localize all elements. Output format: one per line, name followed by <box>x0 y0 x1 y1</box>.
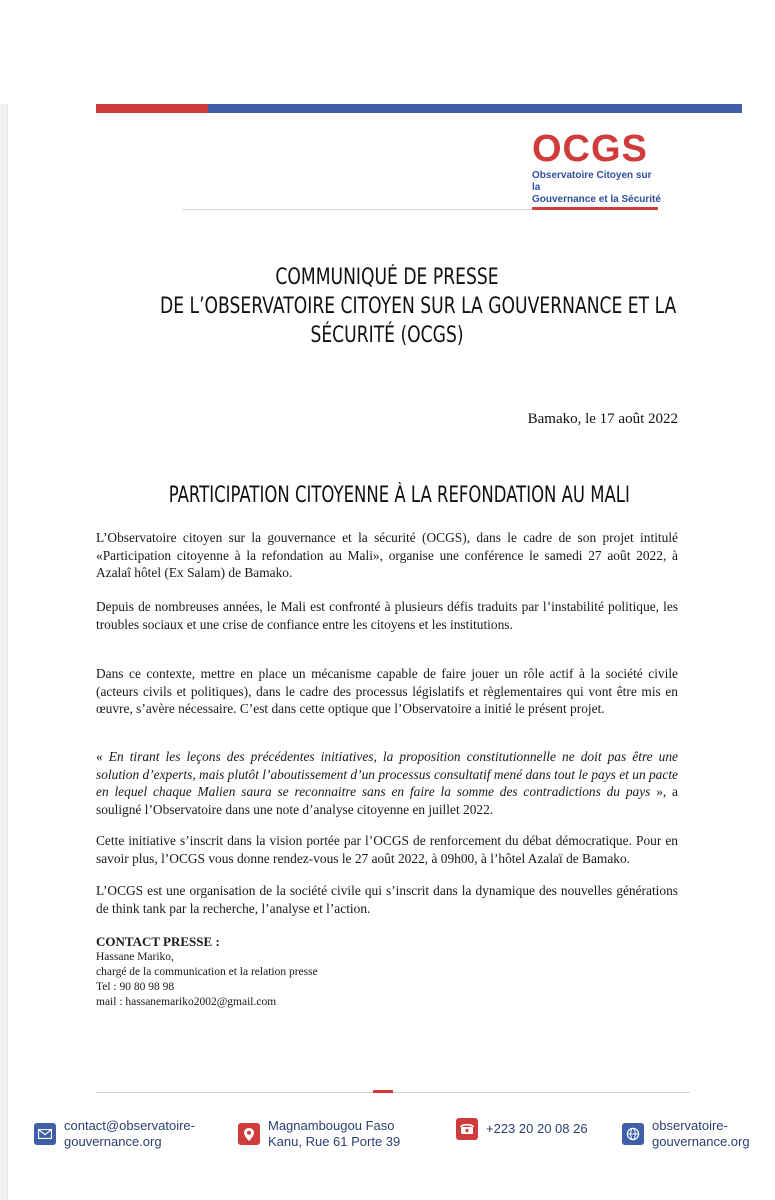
footer-email[interactable] <box>34 1118 195 1150</box>
paragraph-2: Depuis de nombreuses années, le Mali est confronté à plusieurs défis traduits par l’instabilité politique, les troubles sociaux et une crise de confiance entre les citoyens et les institutions. <box>96 599 678 632</box>
press-contact <box>96 933 496 1010</box>
quote-text: En tirant les leçons des précédentes initiatives, la proposition constitutionnelle ne doit pas être une solution d’experts, mais plutôt l’aboutissement d’un processus consultatif mené dans tout le pays et un pacte en lequel chaque Malien saura se reconnaitre sans en faire la somme des contradictions du pays <box>96 749 678 799</box>
top-bar-blue-segment <box>208 104 742 113</box>
paragraph-4-quote <box>96 748 678 818</box>
title-line-3: SÉCURITÉ (OCGS) <box>310 323 464 348</box>
envelope-icon <box>34 1123 56 1145</box>
header-divider <box>182 209 532 210</box>
top-color-bar <box>96 104 742 113</box>
contact-role: chargé de la communication et la relation presse <box>96 966 318 978</box>
footer-email-line2: gouvernance.org <box>64 1134 162 1149</box>
footer-address-line1: Magnambougou Faso <box>268 1118 395 1133</box>
ocgs-logo <box>532 130 662 206</box>
contact-heading: CONTACT PRESSE : <box>96 934 220 949</box>
globe-icon <box>622 1123 644 1145</box>
footer-website-line1: observatoire- <box>652 1118 728 1133</box>
contact-mail: mail : hassanemariko2002@gmail.com <box>96 996 277 1008</box>
footer-website-line2: gouvernance.org <box>652 1134 750 1149</box>
paragraph-6: L’OCGS est une organisation de la société civile qui s’inscrit dans la dynamique des nouvelles générations de think tank par la recherche, l’analyse et l’action. <box>96 883 678 916</box>
footer-phone-number: +223 20 20 08 26 <box>486 1121 588 1136</box>
footer-address <box>238 1118 400 1150</box>
contact-tel: Tel : 90 80 98 98 <box>96 981 175 993</box>
footer-email-line1: contact@observatoire- <box>64 1118 195 1133</box>
footer-divider <box>96 1092 690 1093</box>
footer-divider-mark <box>373 1090 393 1093</box>
logo-wordmark: OCGS <box>532 128 648 170</box>
footer <box>0 1118 775 1168</box>
title-line-1: COMMUNIQUÉ DE PRESSE <box>275 265 499 290</box>
page-edge <box>0 104 8 1200</box>
phone-icon <box>456 1118 478 1140</box>
logo-subtitle-line1: Observatoire Citoyen sur la <box>532 170 652 193</box>
release-subtitle: PARTICIPATION CITOYENNE À LA REFONDATION AU MALI <box>168 483 630 508</box>
footer-website[interactable] <box>622 1118 750 1150</box>
logo-subtitle-line2: Gouvernance et la Sécurité <box>532 194 661 205</box>
place-date: Bamako, le 17 août 2022 <box>527 411 678 427</box>
logo-underline <box>532 207 658 210</box>
paragraph-5: Cette initiative s’inscrit dans la vision portée par l’OCGS de renforcement du débat démocratique. Pour en savoir plus, l’OCGS vous donne rendez-vous le 27 août 2022, à 09h00, à l’hôtel Azalaï de Bamako. <box>96 833 678 866</box>
paragraph-1: L’Observatoire citoyen sur la gouvernance et la sécurité (OCGS), dans le cadre de son projet intitulé «Participation citoyenne à la refondation au Mali», organise une conférence le samedi 27 août 2022, à Azalaî hôtel (Ex Salam) de Bamako. <box>96 530 678 580</box>
quote-attribution: », a souligné l’Observatoire dans une note d’analyse citoyenne en juillet 2022. <box>96 784 678 817</box>
footer-address-line2: Kanu, Rue 61 Porte 39 <box>268 1134 401 1149</box>
title-line-2: DE L’OBSERVATOIRE CITOYEN SUR LA GOUVERNANCE ET LA <box>160 294 677 319</box>
footer-phone[interactable] <box>456 1118 588 1140</box>
top-bar-red-segment <box>96 104 208 113</box>
contact-name: Hassane Mariko, <box>96 951 174 963</box>
paragraph-3: Dans ce contexte, mettre en place un mécanisme capable de faire jouer un rôle actif à la société civile (acteurs civils et politiques), dans le cadre des processus législatifs et règlementaires qui vont être mis en œuvre, s’avère nécessaire. C’est dans cette optique que l’Observatoire a initié le présent projet. <box>96 666 678 716</box>
map-pin-icon <box>238 1123 260 1145</box>
press-release-title <box>160 263 677 350</box>
quote-open: « <box>96 749 109 764</box>
